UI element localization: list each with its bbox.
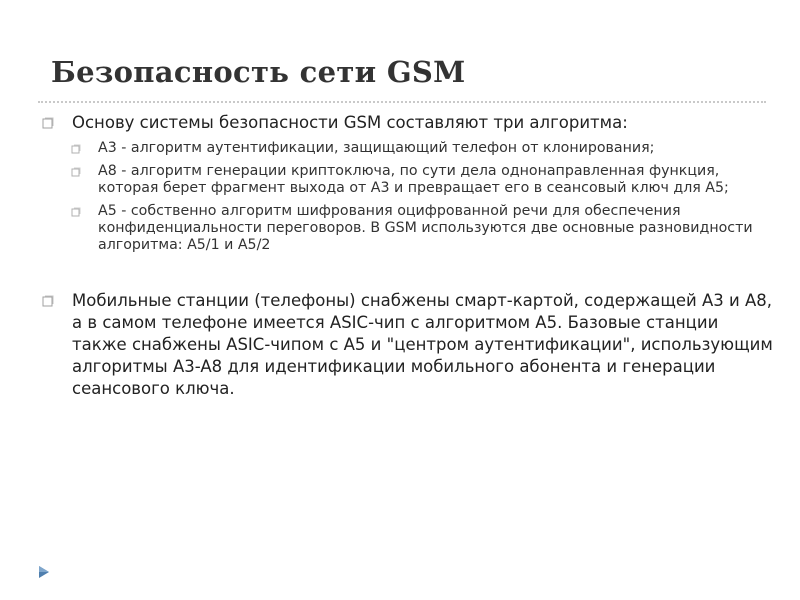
bullet-item <box>42 112 777 134</box>
hollow-square-bullet-icon <box>42 295 54 307</box>
bullet-item <box>42 290 777 400</box>
hollow-square-bullet-icon <box>71 144 81 154</box>
slide-title: Безопасность сети GSM <box>51 55 466 89</box>
hollow-square-bullet-icon <box>71 207 81 217</box>
hollow-square-bullet-icon <box>71 167 81 177</box>
sub-bullet-text: A5 - собственно алгоритм шифрования оцифрованной речи для обеспечения конфиденциальности переговоров. В GSM используются две основные разновидности алгоритма: A5/1 и А5/2 <box>98 203 753 253</box>
sub-bullet-item <box>42 163 777 197</box>
bullet-list <box>42 112 777 400</box>
sub-bullet-text: А3 - алгоритм аутентификации, защищающий телефон от клонирования; <box>98 140 655 156</box>
hollow-square-bullet-icon <box>42 117 54 129</box>
bullet-text: Основу системы безопасности GSM составляют три алгоритма: <box>72 113 628 132</box>
play-triangle-icon[interactable] <box>36 564 52 580</box>
bullet-text: Мобильные станции (телефоны) снабжены смарт-картой, содержащей A3 и A8, а в самом телефоне имеется ASIC-чип с алгоритмом A5. Базовые станции также снабжены ASIC-чипом с A5 и "центром аутентификации", использующим алгоритмы A3-A8 для идентификации мобильного абонента и генерации сеансового ключа. <box>72 291 773 398</box>
sub-bullet-item <box>42 203 777 254</box>
title-divider <box>38 101 766 103</box>
sub-bullet-text: А8 - алгоритм генерации криптоключа, по сути дела однонаправленная функция, которая берет фрагмент выхода от A3 и превращает его в сеансовый ключ для A5; <box>98 163 729 196</box>
sub-bullet-item <box>42 140 777 157</box>
